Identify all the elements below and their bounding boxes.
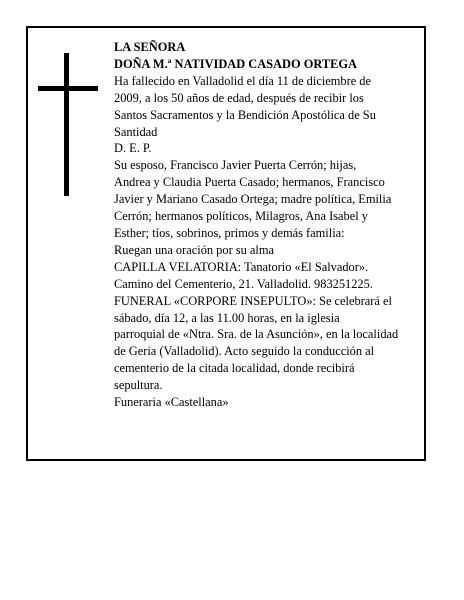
body-line: Santidad [114,124,158,139]
body-line: Cerrón; hermanos políticos, Milagros, Ana Isabel y [114,209,368,224]
body-line: Javier y Mariano Casado Ortega; madre política, Emilia [114,192,392,207]
body-line: CAPILLA VELATORIA: Tanatorio «El Salvador». [114,259,369,274]
body-line: Ha fallecido en Valladolid el día 11 de diciembre de [114,73,372,88]
notice-title: LA SEÑORA [114,40,186,54]
body-line: de Geria (Valladolid). Acto seguido la conducción al [114,344,375,359]
body-line: sepultura. [114,378,163,393]
body-line: 2009, a los 50 años de edad, después de recibir los [114,90,364,105]
body-line: Andrea y Claudia Puerta Casado; hermanos, Francisco [114,175,385,190]
body-line: Ruegan una oración por su alma [114,242,274,257]
body-line: parroquial de «Ntra. Sra. de la Asunción», en la localidad [114,327,399,342]
body-line: Camino del Cementerio, 21. Valladolid. 983251225. [114,276,373,291]
body-line: D. E. P. [114,141,152,156]
deceased-name: DOÑA M.ª NATIVIDAD CASADO ORTEGA [114,56,357,71]
obituary-text [114,39,430,411]
body-line: Funeraria «Castellana» [114,395,229,410]
body-line: FUNERAL «CORPORE INSEPULTO»: Se celebrará el [114,293,392,308]
body-line: sábado, día 12, a las 11.00 horas, en la iglesia [114,310,340,325]
body-line: Su esposo, Francisco Javier Puerta Cerrón; hijas, [114,158,357,173]
cross-vertical-bar [64,53,69,196]
body-line: Esther; tíos, sobrinos, primos y demás familia: [114,225,345,240]
cross-horizontal-bar [38,86,98,91]
body-line: Santos Sacramentos y la Bendición Apostólica de Su [114,107,376,122]
cross-icon [38,53,98,196]
body-line: cementerio de la citada localidad, donde recibirá [114,361,355,376]
